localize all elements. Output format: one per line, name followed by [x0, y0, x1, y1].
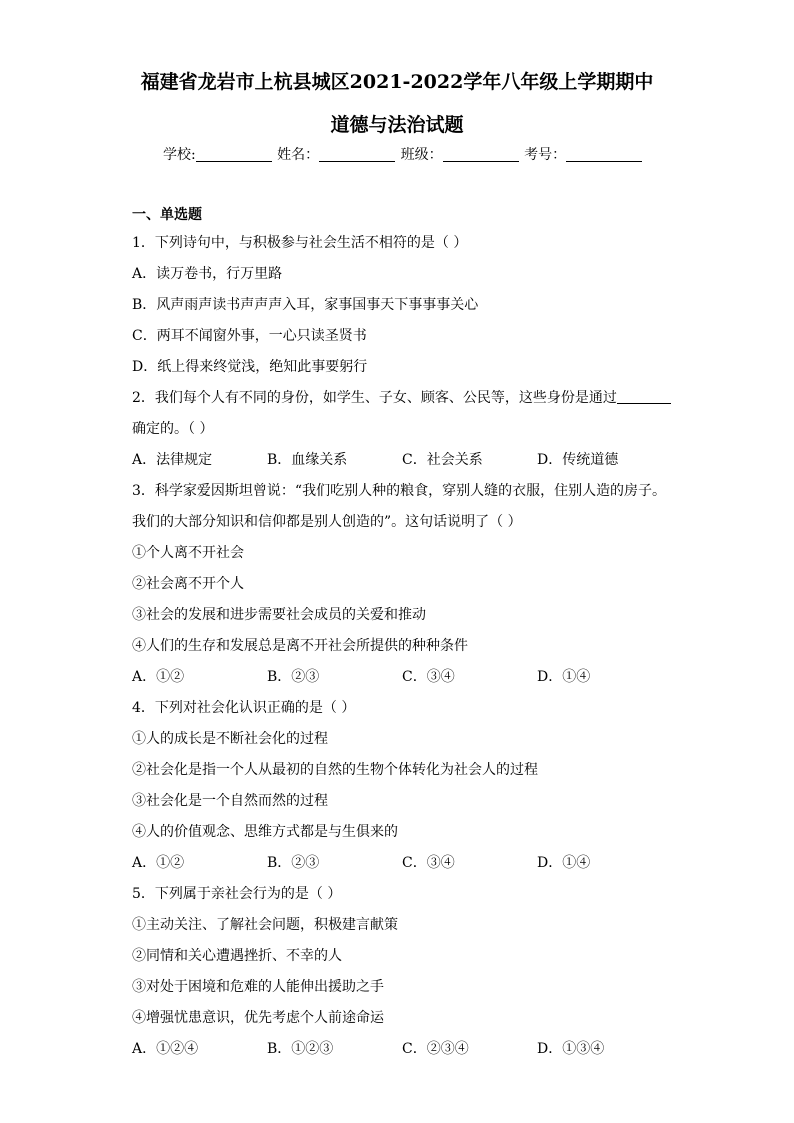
exam-number-blank	[566, 147, 642, 162]
option: A．①②④	[132, 1041, 199, 1057]
exam-title-line1: 福建省龙岩市上杭县城区2021-2022学年八年级上学期期中	[140, 71, 654, 93]
option: B．②③	[267, 669, 320, 685]
option: C．③④	[402, 669, 455, 685]
student-info-row	[163, 146, 723, 164]
options-row	[132, 662, 672, 693]
question-content	[132, 204, 672, 1065]
section-heading: 一、单选题	[132, 207, 202, 223]
question-stem: 3．科学家爱因斯坦曾说：“我们吃别人种的粮食，穿别人缝的衣服，住别人造的房子。	[132, 483, 667, 499]
options-row	[132, 1034, 672, 1065]
option: D．①③④	[537, 1041, 605, 1057]
question-stem: 我们的大部分知识和信仰都是别人创造的”。这句话说明了（ ）	[132, 514, 522, 530]
statement-item: ④增强忧患意识，优先考虑个人前途命运	[132, 1010, 384, 1026]
statement-item: ④人们的生存和发展总是离不开社会所提供的种种条件	[132, 638, 468, 654]
statement-item: ①主动关注、了解社会问题，积极建言献策	[132, 917, 398, 933]
name-label: 姓名：	[277, 147, 320, 163]
question-stem: 1．下列诗句中，与积极参与社会生活不相符的是（ ）	[132, 235, 468, 251]
class-label: 班级：	[400, 147, 443, 163]
options-row	[132, 445, 672, 476]
statement-item: ①个人离不开社会	[132, 545, 244, 561]
statement-item: ③社会化是一个自然而然的过程	[132, 793, 328, 809]
option-line: B．风声雨声读书声声声入耳，家事国事天下事事事关心	[132, 297, 479, 313]
question-stem-part: 2．我们每个人有不同的身份，如学生、子女、顾客、公民等，这些身份是通过	[132, 390, 617, 406]
option-line: D．纸上得来终觉浅，绝知此事要躬行	[132, 359, 368, 375]
question-stem: 5．下列属于亲社会行为的是（ ）	[132, 886, 342, 902]
exam-number-label: 考号：	[524, 147, 567, 163]
statement-item: ②社会离不开个人	[132, 576, 244, 592]
options-row	[132, 848, 672, 879]
statement-item: ①人的成长是不断社会化的过程	[132, 731, 328, 747]
school-blank	[196, 147, 272, 162]
option: C．③④	[402, 855, 455, 871]
exam-title-line2: 道德与法治试题	[330, 114, 464, 136]
option: B．①②③	[267, 1041, 334, 1057]
name-blank	[319, 147, 395, 162]
option: D．传统道德	[537, 452, 619, 468]
statement-item: ③社会的发展和进步需要社会成员的关爱和推动	[132, 607, 426, 623]
option: D．①④	[537, 855, 591, 871]
question-stem: 确定的。（ ）	[132, 421, 214, 437]
statement-item: ②同情和关心遭遇挫折、不幸的人	[132, 948, 342, 964]
question-stem: 4．下列对社会化认识正确的是（ ）	[132, 700, 356, 716]
option: C．社会关系	[402, 452, 483, 468]
statement-item: ③对处于困境和危难的人能伸出援助之手	[132, 979, 384, 995]
option-line: A．读万卷书，行万里路	[132, 266, 283, 282]
option: C．②③④	[402, 1041, 469, 1057]
school-label: 学校:	[163, 147, 196, 163]
option: A．①②	[132, 855, 185, 871]
fill-blank	[617, 389, 671, 404]
question-stem	[132, 383, 672, 414]
option: B．血缘关系	[267, 452, 348, 468]
option: B．②③	[267, 855, 320, 871]
option: A．①②	[132, 669, 185, 685]
statement-item: ②社会化是指一个人从最初的自然的生物个体转化为社会人的过程	[132, 762, 538, 778]
option-line: C．两耳不闻窗外事，一心只读圣贤书	[132, 328, 367, 344]
statement-item: ④人的价值观念、思维方式都是与生俱来的	[132, 824, 398, 840]
option: D．①④	[537, 669, 591, 685]
option: A．法律规定	[132, 452, 213, 468]
class-blank	[443, 147, 519, 162]
